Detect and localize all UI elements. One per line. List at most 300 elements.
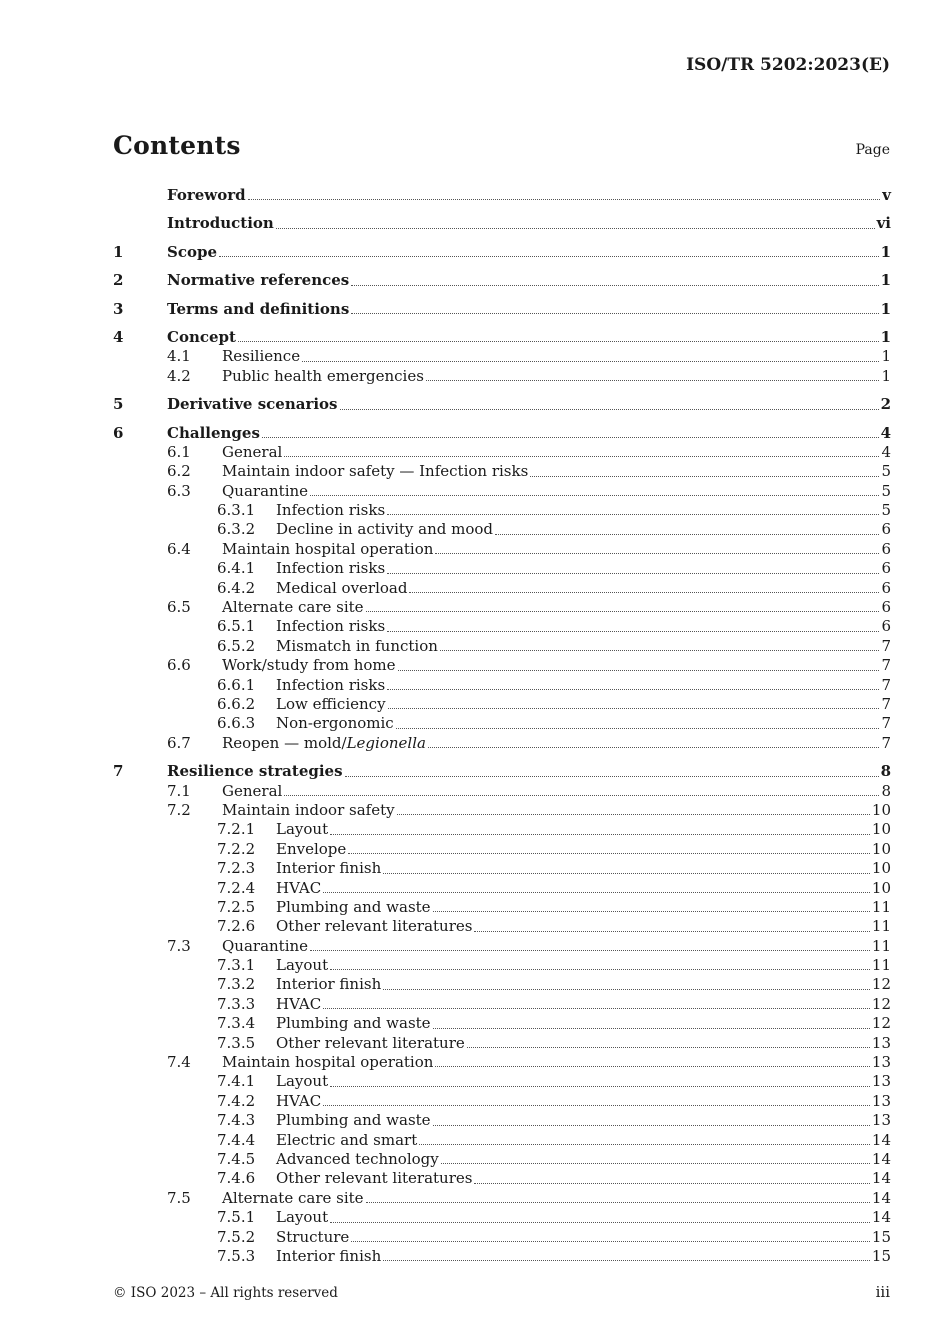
toc-entry-title[interactable] — [276, 820, 328, 839]
toc-entry-title[interactable] — [276, 1092, 321, 1111]
toc-entry-title[interactable] — [222, 937, 308, 956]
dot-leader — [428, 747, 880, 748]
toc-entry-number: 7.1 — [167, 781, 191, 800]
toc-entry[interactable] — [113, 879, 891, 898]
toc-entry[interactable] — [113, 656, 891, 675]
toc-entry-title-text: Alternate care site — [222, 1188, 364, 1207]
toc-entry-title[interactable] — [222, 782, 282, 801]
toc-entry-title[interactable] — [276, 695, 386, 714]
dot-leader — [330, 1086, 870, 1087]
toc-entry-title[interactable] — [276, 559, 385, 578]
toc-entry-title[interactable] — [167, 395, 338, 414]
toc-entry-number: 6.2 — [167, 462, 191, 481]
dot-leader — [467, 1047, 870, 1048]
toc-entry-title[interactable] — [276, 975, 381, 994]
toc-entry-title[interactable] — [222, 443, 282, 462]
toc-entry-title-text: General — [222, 781, 283, 800]
toc-entry[interactable] — [113, 559, 891, 578]
dot-leader — [276, 228, 875, 229]
toc-entry[interactable] — [113, 1189, 891, 1208]
toc-entry-title[interactable] — [276, 1014, 431, 1033]
toc-entry-title[interactable] — [276, 995, 321, 1014]
dot-leader — [433, 1028, 870, 1029]
dot-leader — [248, 199, 881, 200]
toc-entry[interactable] — [113, 762, 891, 781]
toc-entry-page[interactable]: 13 — [871, 1111, 891, 1130]
toc-entry-title[interactable] — [222, 462, 528, 481]
toc-entry-number: 4 — [113, 327, 124, 346]
toc-entry-number: 5 — [113, 395, 124, 414]
toc-entry-title[interactable] — [276, 1072, 328, 1091]
toc-entry-title-text: Quarantine — [222, 936, 309, 955]
toc-entry-title[interactable] — [276, 1150, 439, 1169]
dot-leader — [238, 341, 879, 342]
dot-leader — [397, 814, 870, 815]
toc-entry-number: 7.3.3 — [217, 994, 256, 1013]
dot-leader — [366, 1202, 870, 1203]
dot-leader — [330, 834, 870, 835]
toc-entry-number: 7.2.2 — [217, 839, 256, 858]
toc-entry-title-text: Work/study from home — [222, 656, 396, 675]
toc-entry-title-text: Layout — [276, 820, 329, 839]
toc-entry-title-text: Maintain indoor safety — [222, 800, 395, 819]
toc-entry-title-text: Interior finish — [276, 975, 382, 994]
toc-entry-title[interactable] — [167, 186, 246, 205]
toc-entry[interactable] — [113, 367, 891, 386]
toc-entry-page[interactable]: 14 — [871, 1208, 891, 1227]
toc-entry[interactable] — [113, 1034, 891, 1053]
toc-entry[interactable] — [113, 1150, 891, 1169]
toc-entry-title-text: Layout — [276, 1072, 329, 1091]
toc-entry[interactable] — [113, 734, 891, 753]
dot-leader — [387, 573, 879, 574]
toc-entry-page[interactable]: 11 — [871, 897, 891, 916]
dot-leader — [310, 950, 870, 951]
toc-entry-page[interactable]: 1 — [881, 347, 891, 366]
toc-entry-title-text: Plumbing and waste — [276, 1111, 431, 1130]
copyright-notice: © ISO 2023 – All rights reserved — [113, 1285, 338, 1301]
toc-entry[interactable] — [113, 598, 891, 617]
toc-entry[interactable] — [113, 1228, 891, 1247]
toc-entry-title[interactable] — [167, 214, 274, 233]
toc-entry-title-text: Layout — [276, 956, 329, 975]
toc-entry-title-italic: Legionella — [346, 733, 426, 752]
toc-entry-title[interactable] — [222, 1189, 364, 1208]
toc-entry-title[interactable] — [167, 243, 217, 262]
dot-leader — [340, 409, 879, 410]
toc-entry-number: 7.4.3 — [217, 1111, 256, 1130]
dot-leader — [433, 1125, 870, 1126]
toc-entry-title-text: Plumbing and waste — [276, 1014, 431, 1033]
toc-entry-title[interactable] — [276, 1228, 349, 1247]
toc-entry-title[interactable] — [222, 540, 433, 559]
toc-entry-number: 7 — [113, 762, 124, 781]
toc-entry[interactable] — [113, 579, 891, 598]
dot-leader — [435, 1066, 869, 1067]
toc-entry[interactable] — [113, 424, 891, 443]
toc-entry-title-text: Medical overload — [276, 578, 408, 597]
toc-entry[interactable] — [113, 1111, 891, 1130]
toc-entry[interactable] — [113, 186, 891, 205]
toc-entry-title[interactable] — [222, 801, 395, 820]
toc-entry-title-text: Advanced technology — [276, 1149, 439, 1168]
toc-entry-title-text: Mismatch in function — [276, 636, 438, 655]
toc-entry[interactable] — [113, 898, 891, 917]
toc-entry-title[interactable] — [276, 840, 346, 859]
toc-entry-title-text: Maintain hospital operation — [222, 1053, 434, 1072]
toc-entry-title[interactable] — [167, 271, 349, 290]
toc-entry-page[interactable]: 12 — [871, 975, 891, 994]
toc-entry-title-text: HVAC — [276, 994, 322, 1013]
toc-entry-page[interactable]: 13 — [871, 1033, 891, 1052]
dot-leader — [310, 495, 879, 496]
toc-entry-page[interactable]: 11 — [871, 936, 891, 955]
toc-entry-page[interactable]: 8 — [880, 762, 891, 781]
toc-entry-title[interactable] — [222, 656, 396, 675]
contents-heading: Contents — [113, 131, 241, 160]
toc-entry-page[interactable]: 6 — [881, 578, 891, 597]
dot-leader — [351, 313, 878, 314]
toc-entry[interactable] — [113, 975, 891, 994]
dot-leader — [366, 611, 880, 612]
toc-entry-title[interactable] — [276, 676, 385, 695]
dot-leader — [387, 689, 879, 690]
toc-entry-title-text: Low efficiency — [276, 694, 386, 713]
toc-entry-title[interactable] — [276, 714, 394, 733]
toc-entry-page[interactable]: 7 — [881, 636, 891, 655]
toc-entry-title[interactable] — [276, 859, 381, 878]
toc-entry[interactable] — [113, 1247, 891, 1266]
toc-entry[interactable] — [113, 617, 891, 636]
toc-entry-page[interactable]: 10 — [871, 839, 891, 858]
toc-entry-page[interactable]: 5 — [881, 501, 891, 520]
toc-entry-title-text: Concept — [167, 327, 236, 346]
toc-entry[interactable] — [113, 540, 891, 559]
toc-entry-number: 7.3.5 — [217, 1033, 256, 1052]
toc-entry[interactable] — [113, 1053, 891, 1072]
toc-entry-page[interactable]: vi — [876, 214, 891, 233]
toc-entry-title-text: Quarantine — [222, 481, 309, 500]
toc-entry-page[interactable]: 15 — [871, 1227, 891, 1246]
toc-entry-title-text: Layout — [276, 1208, 329, 1227]
toc-entry-title-text: General — [222, 442, 283, 461]
toc-entry[interactable] — [113, 714, 891, 733]
dot-leader — [345, 776, 879, 777]
toc-entry[interactable] — [113, 782, 891, 801]
toc-entry-title-text: Introduction — [167, 214, 274, 233]
toc-entry-number: 6.6 — [167, 656, 191, 675]
toc-entry-page[interactable]: 14 — [871, 1130, 891, 1149]
toc-entry-number: 7.4 — [167, 1053, 191, 1072]
dot-leader — [530, 476, 879, 477]
toc-entry-title-text: Foreword — [167, 186, 246, 204]
toc-entry-number: 6.6.3 — [217, 714, 256, 733]
toc-entry-title[interactable] — [167, 328, 236, 347]
dot-leader — [388, 708, 880, 709]
toc-entry-title[interactable] — [222, 347, 300, 366]
toc-entry-page[interactable]: 14 — [871, 1169, 891, 1188]
toc-entry[interactable] — [113, 956, 891, 975]
toc-entry[interactable] — [113, 214, 891, 233]
toc-entry-title-text: Other relevant literatures — [276, 1169, 473, 1188]
toc-entry-page[interactable]: 5 — [881, 462, 891, 481]
document-identifier: ISO/TR 5202:2023(E) — [686, 55, 890, 75]
toc-entry-number: 6.3.1 — [217, 501, 256, 520]
toc-entry-page[interactable]: 1 — [880, 327, 891, 346]
toc-entry-title[interactable] — [276, 501, 385, 520]
toc-entry[interactable] — [113, 676, 891, 695]
toc-entry-title[interactable] — [276, 637, 438, 656]
toc-entry-title[interactable] — [222, 734, 426, 753]
toc-entry[interactable] — [113, 859, 891, 878]
toc-entry-page[interactable]: 1 — [881, 366, 891, 385]
toc-entry-number: 7.5.2 — [217, 1227, 256, 1246]
toc-entry-number: 7.2.6 — [217, 917, 256, 936]
toc-entry-title-text: Maintain indoor safety — Infection risks — [222, 462, 529, 481]
toc-entry-title[interactable] — [222, 1053, 433, 1072]
toc-entry-title-text: Public health emergencies — [222, 366, 424, 385]
toc-entry-page[interactable]: 6 — [881, 539, 891, 558]
toc-entry-page[interactable]: 10 — [871, 820, 891, 839]
toc-entry[interactable] — [113, 501, 891, 520]
toc-entry-page[interactable]: 12 — [871, 1014, 891, 1033]
toc-entry-title[interactable] — [276, 1111, 431, 1130]
toc-entry[interactable] — [113, 482, 891, 501]
toc-entry-title[interactable] — [276, 879, 321, 898]
toc-entry[interactable] — [113, 395, 891, 414]
toc-entry-number: 7.3.2 — [217, 975, 256, 994]
toc-entry-title[interactable] — [222, 598, 364, 617]
toc-entry-title-text: Structure — [276, 1227, 350, 1246]
toc-entry-number: 6.6.1 — [217, 675, 256, 694]
toc-entry-title-text: Non-ergonomic — [276, 714, 394, 733]
toc-entry-page[interactable]: 4 — [880, 423, 891, 442]
toc-entry-title[interactable] — [276, 1169, 472, 1188]
dot-leader — [474, 931, 869, 932]
toc-entry-number: 7.3.4 — [217, 1014, 256, 1033]
toc-entry[interactable] — [113, 1169, 891, 1188]
toc-entry-number: 6.5.2 — [217, 636, 256, 655]
toc-entry-title-text: Infection risks — [276, 675, 386, 694]
toc-entry-title[interactable] — [167, 300, 349, 319]
toc-entry-page[interactable]: v — [882, 186, 891, 204]
toc-entry-page[interactable]: 7 — [881, 714, 891, 733]
toc-entry-title-text: Resilience — [222, 347, 301, 366]
toc-entry-page[interactable]: 7 — [881, 733, 891, 752]
toc-entry[interactable] — [113, 820, 891, 839]
toc-entry-number: 7.4.5 — [217, 1149, 256, 1168]
dot-leader — [474, 1183, 869, 1184]
toc-entry-title-text: Normative references — [167, 271, 350, 290]
dot-leader — [387, 514, 879, 515]
toc-entry[interactable] — [113, 300, 891, 319]
toc-entry[interactable] — [113, 243, 891, 262]
toc-entry[interactable] — [113, 328, 891, 347]
toc-entry[interactable] — [113, 937, 891, 956]
toc-entry-title-text: Other relevant literature — [276, 1033, 465, 1052]
toc-entry-number: 7.2.3 — [217, 859, 256, 878]
toc-entry-title-text: Infection risks — [276, 559, 386, 578]
toc-entry-number: 6.6.2 — [217, 694, 256, 713]
toc-entry-page[interactable]: 14 — [871, 1188, 891, 1207]
toc-entry-number: 4.1 — [167, 347, 191, 366]
page-column-label: Page — [855, 142, 890, 158]
dot-leader — [351, 285, 878, 286]
toc-entry-page[interactable]: 7 — [881, 675, 891, 694]
toc-entry-page[interactable]: 10 — [871, 878, 891, 897]
toc-entry[interactable] — [113, 271, 891, 290]
toc-entry-title-text: Electric and smart — [276, 1130, 418, 1149]
toc-entry[interactable] — [113, 462, 891, 481]
toc-entry-title[interactable] — [276, 898, 431, 917]
toc-entry-title-text: Reopen — mold/ — [222, 733, 347, 752]
toc-entry-number: 6.1 — [167, 442, 191, 461]
toc-entry-number: 1 — [113, 242, 124, 261]
toc-entry[interactable] — [113, 520, 891, 539]
toc-entry-page[interactable]: 4 — [881, 442, 891, 461]
toc-entry-page[interactable]: 11 — [871, 917, 891, 936]
toc-entry-number: 7.5.1 — [217, 1208, 256, 1227]
toc-entry-title[interactable] — [276, 579, 407, 598]
dot-leader — [409, 592, 879, 593]
dot-leader — [419, 1144, 870, 1145]
toc-entry-page[interactable]: 1 — [880, 242, 891, 261]
toc-entry-number: 4.2 — [167, 366, 191, 385]
toc-entry-title[interactable] — [276, 617, 385, 636]
toc-entry-page[interactable]: 10 — [871, 859, 891, 878]
toc-entry[interactable] — [113, 995, 891, 1014]
toc-entry-title[interactable] — [222, 482, 308, 501]
toc-entry-number: 7.5 — [167, 1188, 191, 1207]
dot-leader — [302, 361, 879, 362]
toc-entry-title[interactable] — [276, 1034, 465, 1053]
toc-entry-title[interactable] — [167, 424, 260, 443]
toc-entry-page[interactable]: 10 — [871, 800, 891, 819]
dot-leader — [219, 256, 879, 257]
toc-entry-number: 7.2 — [167, 800, 191, 819]
toc-entry-page[interactable]: 1 — [880, 299, 891, 318]
dot-leader — [387, 631, 879, 632]
toc-entry-title-text: HVAC — [276, 878, 322, 897]
toc-entry-page[interactable]: 13 — [871, 1072, 891, 1091]
dot-leader — [323, 892, 870, 893]
toc-entry-page[interactable]: 11 — [871, 956, 891, 975]
toc-entry-title[interactable] — [276, 520, 493, 539]
toc-entry-number: 7.2.5 — [217, 897, 256, 916]
toc-entry[interactable] — [113, 1014, 891, 1033]
toc-entry-page[interactable]: 13 — [871, 1053, 891, 1072]
toc-entry-page[interactable]: 8 — [881, 781, 891, 800]
toc-entry[interactable] — [113, 1072, 891, 1091]
toc-entry-number: 6.3 — [167, 481, 191, 500]
toc-entry-title-text: Derivative scenarios — [167, 395, 338, 414]
toc-entry[interactable] — [113, 1092, 891, 1111]
toc-entry-page[interactable]: 13 — [871, 1091, 891, 1110]
toc-entry-title-text: HVAC — [276, 1091, 322, 1110]
toc-entry-title-text: Infection risks — [276, 617, 386, 636]
toc-entry-number: 7.4.2 — [217, 1091, 256, 1110]
toc-entry-number: 7.4.1 — [217, 1072, 256, 1091]
toc-entry[interactable] — [113, 840, 891, 859]
toc-entry-page[interactable]: 6 — [881, 559, 891, 578]
toc-entry-number: 6.4 — [167, 539, 191, 558]
toc-entry-title-text: Resilience strategies — [167, 762, 343, 781]
dot-leader — [383, 1260, 870, 1261]
toc-entry-page[interactable]: 12 — [871, 994, 891, 1013]
toc-entry-page[interactable]: 14 — [871, 1149, 891, 1168]
toc-entry-title-text: Interior finish — [276, 1246, 382, 1265]
toc-entry-number: 7.4.6 — [217, 1169, 256, 1188]
toc-entry-number: 6.5 — [167, 598, 191, 617]
toc-entry[interactable] — [113, 443, 891, 462]
page-number: iii — [875, 1283, 890, 1301]
toc-entry[interactable] — [113, 801, 891, 820]
dot-leader — [348, 853, 870, 854]
toc-entry[interactable] — [113, 347, 891, 366]
dot-leader — [441, 1163, 870, 1164]
toc-entry-number: 7.2.1 — [217, 820, 256, 839]
toc-entry-page[interactable]: 1 — [880, 271, 891, 290]
dot-leader — [383, 873, 870, 874]
toc-entry-page[interactable]: 6 — [881, 520, 891, 539]
toc-entry-title[interactable] — [276, 917, 472, 936]
toc-entry-title-text: Plumbing and waste — [276, 897, 431, 916]
toc-entry-title-text: Infection risks — [276, 501, 386, 520]
toc-entry-page[interactable]: 5 — [881, 481, 891, 500]
toc-entry-title[interactable] — [276, 1247, 381, 1266]
toc-entry-title-text: Maintain hospital operation — [222, 539, 434, 558]
toc-entry-number: 7.3 — [167, 936, 191, 955]
toc-entry-number: 6.4.2 — [217, 578, 256, 597]
toc-entry[interactable] — [113, 917, 891, 936]
toc-entry-page[interactable]: 7 — [881, 694, 891, 713]
toc-entry-number: 6.4.1 — [217, 559, 256, 578]
toc-entry-title-text: Scope — [167, 242, 218, 261]
toc-entry-page[interactable]: 6 — [881, 617, 891, 636]
toc-entry-title-text: Interior finish — [276, 859, 382, 878]
toc-entry-title[interactable] — [222, 367, 424, 386]
dot-leader — [262, 437, 879, 438]
toc-entry-page[interactable]: 6 — [881, 598, 891, 617]
dot-leader — [495, 534, 879, 535]
dot-leader — [435, 553, 879, 554]
toc-entry[interactable] — [113, 1131, 891, 1150]
dot-leader — [330, 1222, 870, 1223]
toc-entry-number: 6.5.1 — [217, 617, 256, 636]
toc-entry-title[interactable] — [276, 1131, 417, 1150]
toc-entry-number: 7.5.3 — [217, 1246, 256, 1265]
toc-entry-title[interactable] — [276, 956, 328, 975]
toc-entry-page[interactable]: 2 — [880, 395, 891, 414]
toc-entry-title[interactable] — [276, 1208, 328, 1227]
toc-entry[interactable] — [113, 1208, 891, 1227]
toc-entry[interactable] — [113, 695, 891, 714]
dot-leader — [398, 670, 880, 671]
toc-entry-page[interactable]: 7 — [881, 656, 891, 675]
toc-entry-title[interactable] — [167, 762, 343, 781]
toc-entry-number: 7.2.4 — [217, 878, 256, 897]
toc-entry-page[interactable]: 15 — [871, 1246, 891, 1265]
toc-entry-title-text: Alternate care site — [222, 598, 364, 617]
toc-entry[interactable] — [113, 637, 891, 656]
toc-entry-title-text: Terms and definitions — [167, 299, 350, 318]
toc-entry-number: 6.3.2 — [217, 520, 256, 539]
dot-leader — [433, 911, 870, 912]
dot-leader — [284, 456, 879, 457]
dot-leader — [396, 728, 880, 729]
dot-leader — [440, 650, 880, 651]
toc-entry-number: 3 — [113, 299, 124, 318]
